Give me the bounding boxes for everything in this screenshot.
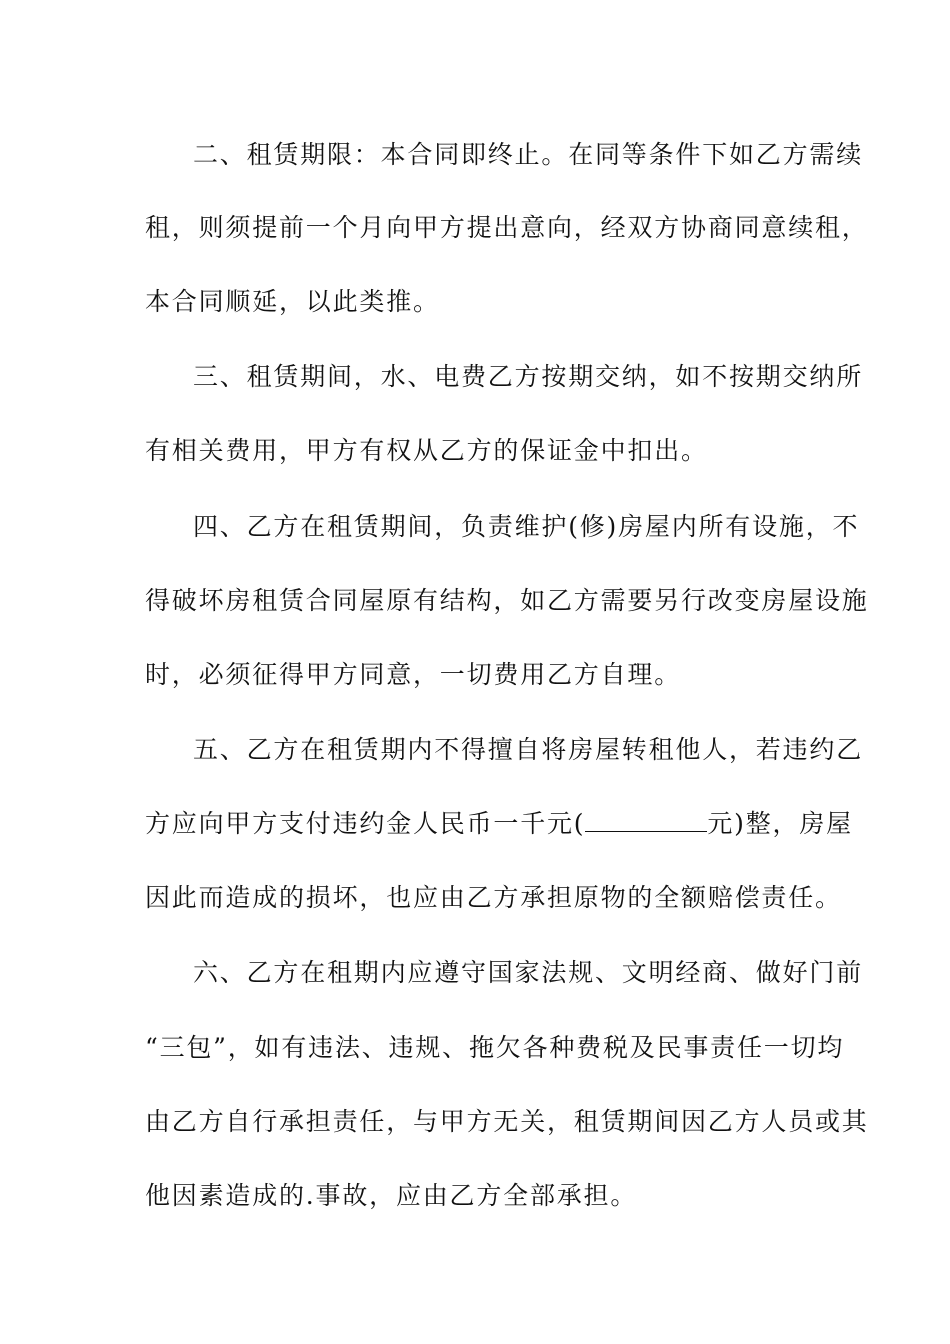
clause-6-line-2: “三包”，如有违法、违规、拖欠各种费税及民事责任一切均 [145, 1033, 845, 1062]
amount-blank [585, 813, 707, 832]
clause-5-line-1: 五、乙方在租赁期内不得擅自将房屋转租他人，若违约乙 [193, 735, 864, 764]
clause-5-line-2-end: 元)整，房屋 [707, 809, 853, 838]
clause-2-line-1: 二、租赁期限：本合同即终止。在同等条件下如乙方需续 [193, 140, 864, 169]
clause-4-line-1: 四、乙方在租赁期间，负责维护(修)房屋内所有设施，不 [193, 512, 860, 541]
clause-2-line-2: 租，则须提前一个月向甲方提出意向，经双方协商同意续租， [145, 213, 869, 242]
clause-5-line-3: 因此而造成的损坏，也应由乙方承担原物的全额赔偿责任。 [145, 883, 842, 912]
clause-4-line-3: 时，必须征得甲方同意，一切费用乙方自理。 [145, 660, 682, 689]
clause-4-line-2: 得破坏房租赁合同屋原有结构，如乙方需要另行改变房屋设施 [145, 586, 869, 615]
clause-5-line-2 [145, 809, 853, 839]
clause-6-line-1: 六、乙方在租期内应遵守国家法规、文明经商、做好门前 [193, 958, 864, 987]
clause-2-line-3: 本合同顺延，以此类推。 [145, 287, 440, 316]
clause-6-line-4: 他因素造成的.事故，应由乙方全部承担。 [145, 1181, 638, 1210]
clause-6-line-3: 由乙方自行承担责任，与甲方无关，租赁期间因乙方人员或其 [145, 1107, 869, 1136]
clause-5-line-2-start: 方应向甲方支付违约金人民币一千元( [145, 809, 586, 838]
clause-3-line-1: 三、租赁期间，水、电费乙方按期交纳，如不按期交纳所 [193, 362, 864, 391]
clause-3-line-2: 有相关费用，甲方有权从乙方的保证金中扣出。 [145, 436, 708, 465]
